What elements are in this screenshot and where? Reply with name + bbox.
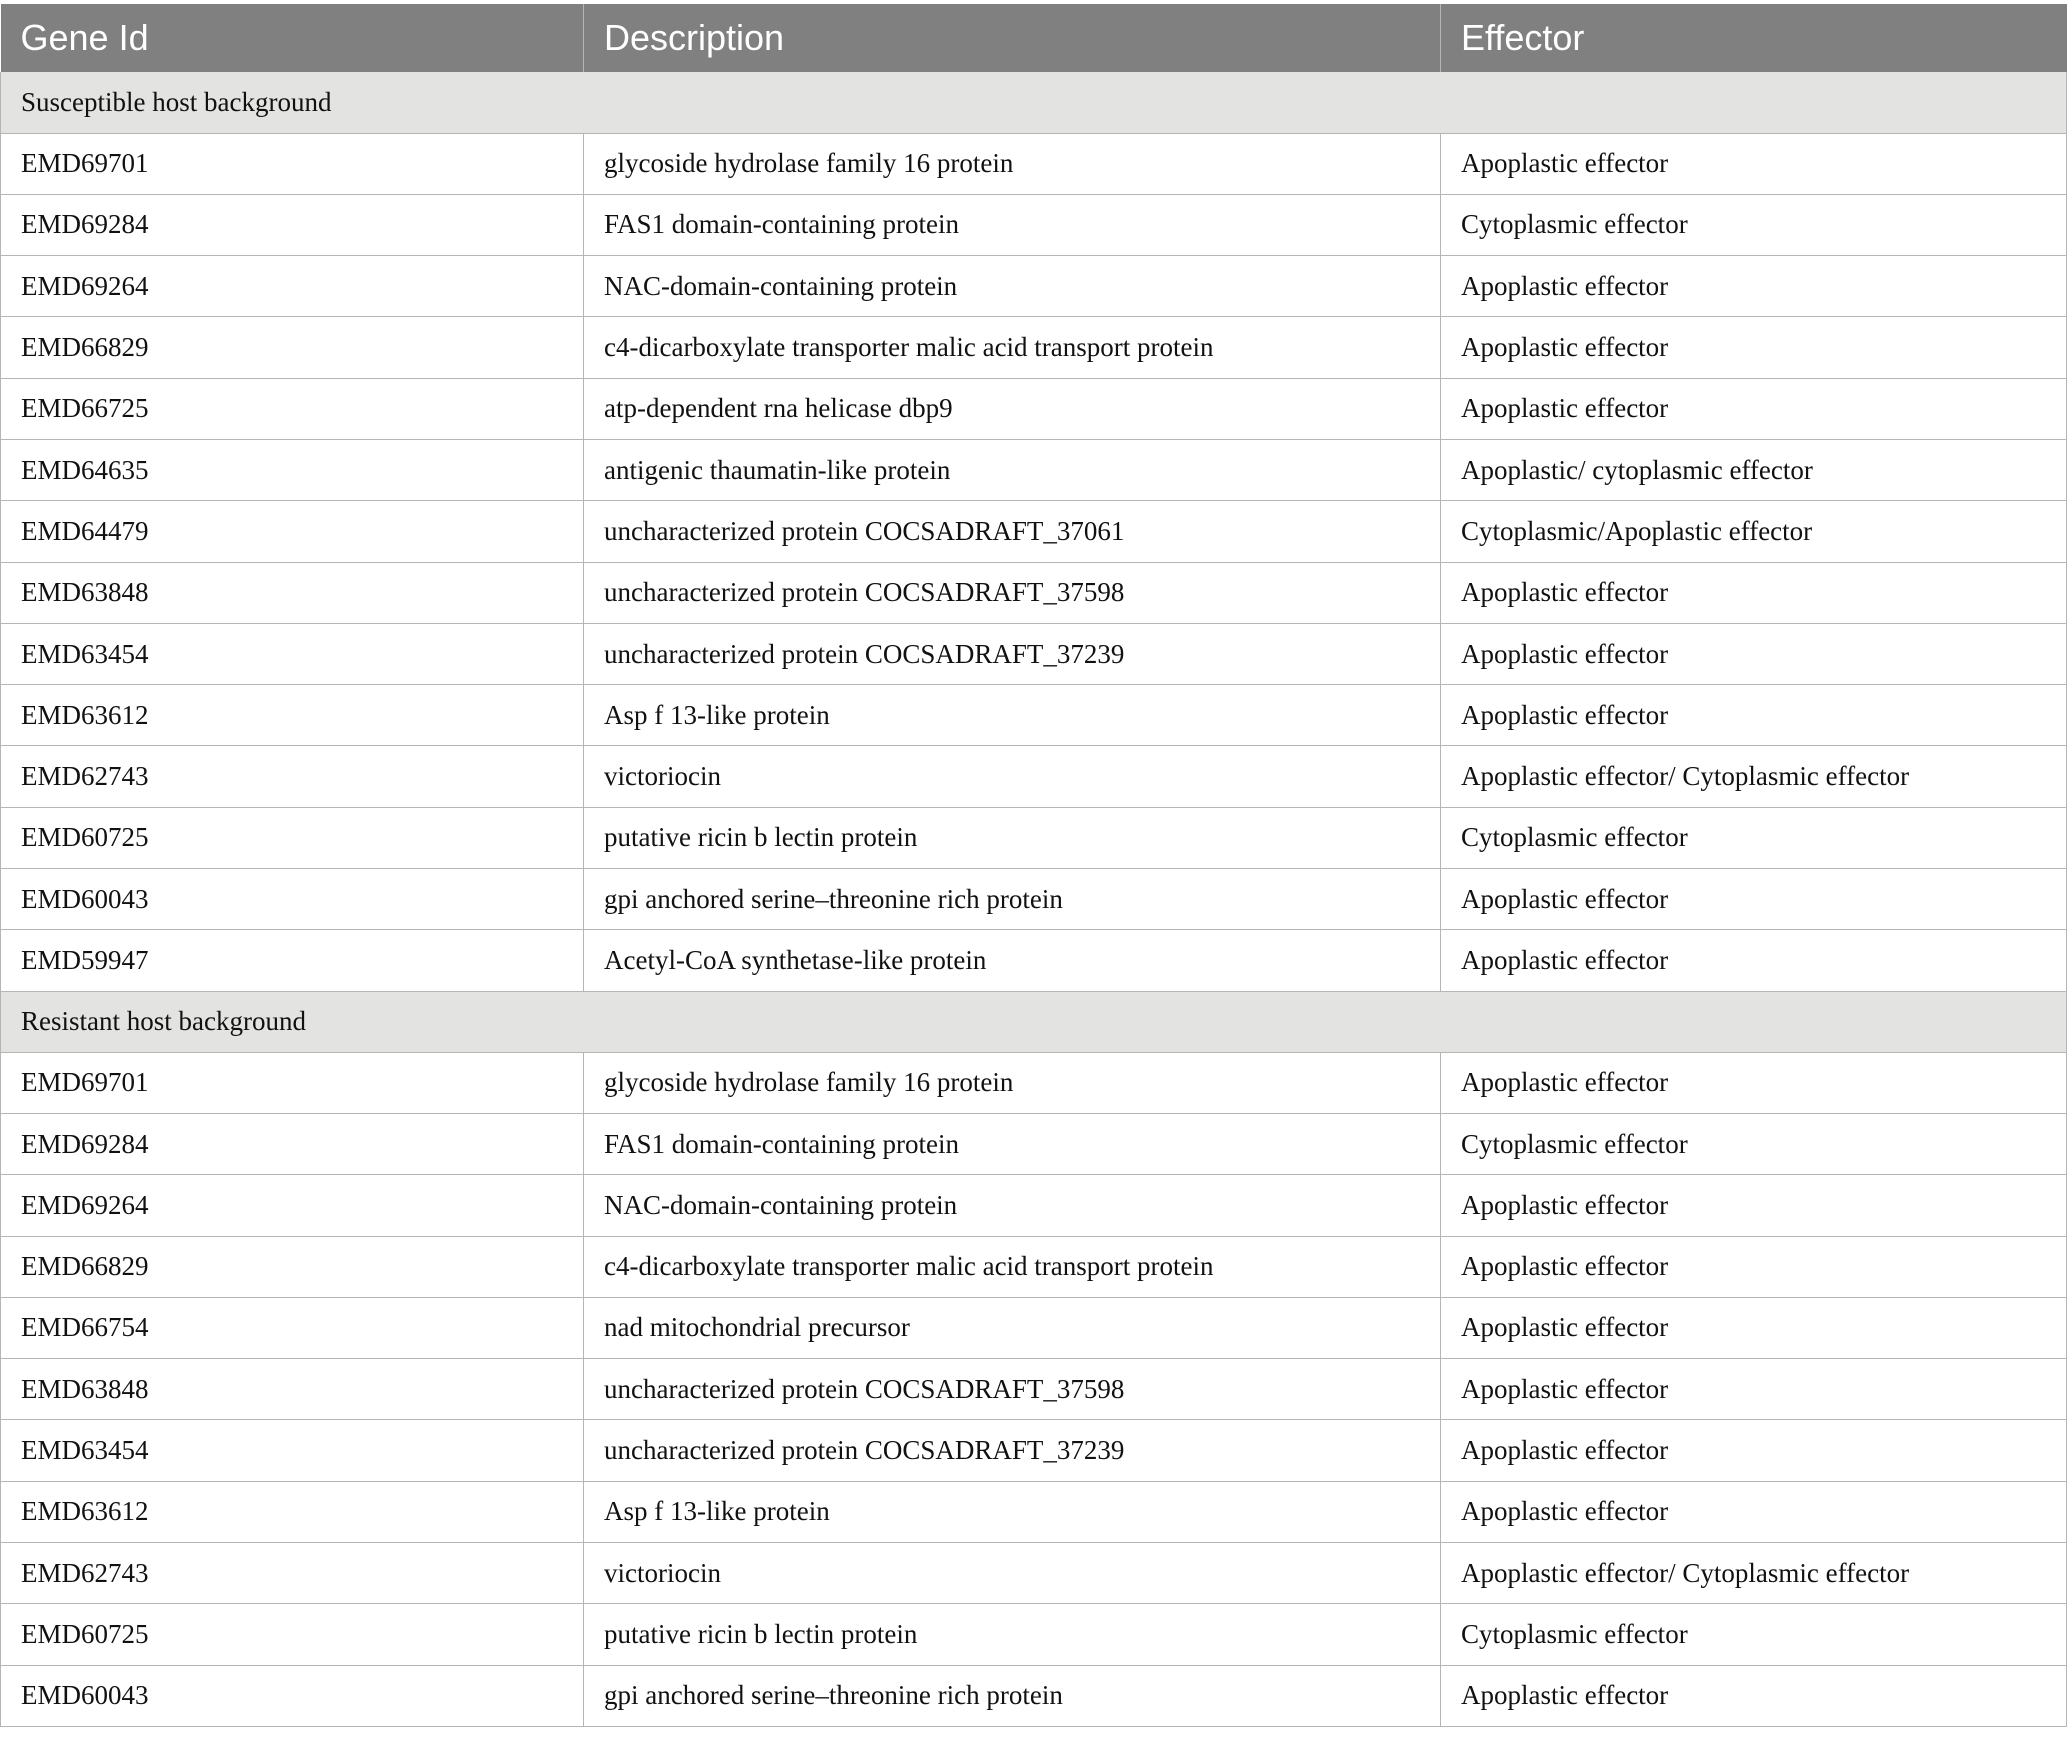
effector-cell: Apoplastic effector <box>1441 1359 2067 1420</box>
table-row <box>1 1665 2067 1726</box>
effector-cell: Apoplastic effector <box>1441 378 2067 439</box>
effector-cell: Cytoplasmic effector <box>1441 807 2067 868</box>
gene-id-cell: EMD63454 <box>1 1420 584 1481</box>
header-description: Description <box>584 4 1441 72</box>
gene-id-cell: EMD63612 <box>1 1481 584 1542</box>
gene-id-cell: EMD62743 <box>1 746 584 807</box>
effector-cell: Cytoplasmic effector <box>1441 1113 2067 1174</box>
table-row <box>1 1113 2067 1174</box>
table-row <box>1 562 2067 623</box>
description-cell: uncharacterized protein COCSADRAFT_37598 <box>584 562 1441 623</box>
description-cell: nad mitochondrial precursor <box>584 1297 1441 1358</box>
description-cell: c4-dicarboxylate transporter malic acid transport protein <box>584 1236 1441 1297</box>
table-row <box>1 378 2067 439</box>
table-row <box>1 133 2067 194</box>
gene-id-cell: EMD69701 <box>1 1052 584 1113</box>
table-row <box>1 623 2067 684</box>
effector-cell: Apoplastic effector <box>1441 685 2067 746</box>
table-row <box>1 1052 2067 1113</box>
description-cell: victoriocin <box>584 1543 1441 1604</box>
gene-id-cell: EMD60043 <box>1 1665 584 1726</box>
effector-cell: Apoplastic effector <box>1441 1665 2067 1726</box>
effector-cell: Cytoplasmic effector <box>1441 194 2067 255</box>
table-row <box>1 930 2067 991</box>
description-cell: gpi anchored serine–threonine rich protein <box>584 1665 1441 1726</box>
description-cell: victoriocin <box>584 746 1441 807</box>
description-cell: uncharacterized protein COCSADRAFT_37061 <box>584 501 1441 562</box>
effector-cell: Apoplastic effector <box>1441 317 2067 378</box>
gene-id-cell: EMD69264 <box>1 1175 584 1236</box>
effector-cell: Apoplastic effector <box>1441 1297 2067 1358</box>
gene-id-cell: EMD69701 <box>1 133 584 194</box>
description-cell: glycoside hydrolase family 16 protein <box>584 1052 1441 1113</box>
gene-id-cell: EMD66829 <box>1 1236 584 1297</box>
effector-cell: Apoplastic effector/ Cytoplasmic effector <box>1441 746 2067 807</box>
table-body <box>1 72 2067 1726</box>
description-cell: FAS1 domain-containing protein <box>584 194 1441 255</box>
effector-cell: Apoplastic effector/ Cytoplasmic effector <box>1441 1543 2067 1604</box>
description-cell: uncharacterized protein COCSADRAFT_37239 <box>584 1420 1441 1481</box>
effector-cell: Apoplastic effector <box>1441 1420 2067 1481</box>
gene-id-cell: EMD64479 <box>1 501 584 562</box>
table-row <box>1 501 2067 562</box>
table-row <box>1 869 2067 930</box>
table-row <box>1 807 2067 868</box>
table-row <box>1 1297 2067 1358</box>
gene-id-cell: EMD63848 <box>1 562 584 623</box>
section-row <box>1 72 2067 133</box>
section-title: Resistant host background <box>1 991 2067 1052</box>
effector-cell: Apoplastic effector <box>1441 1175 2067 1236</box>
description-cell: Asp f 13-like protein <box>584 685 1441 746</box>
description-cell: Acetyl-CoA synthetase-like protein <box>584 930 1441 991</box>
description-cell: NAC-domain-containing protein <box>584 256 1441 317</box>
gene-id-cell: EMD59947 <box>1 930 584 991</box>
header-gene-id: Gene Id <box>1 4 584 72</box>
gene-id-cell: EMD64635 <box>1 439 584 500</box>
effector-table <box>0 4 2067 1727</box>
description-cell: Asp f 13-like protein <box>584 1481 1441 1542</box>
effector-cell: Cytoplasmic/Apoplastic effector <box>1441 501 2067 562</box>
gene-id-cell: EMD66725 <box>1 378 584 439</box>
description-cell: uncharacterized protein COCSADRAFT_37598 <box>584 1359 1441 1420</box>
gene-id-cell: EMD69284 <box>1 194 584 255</box>
table-row <box>1 1175 2067 1236</box>
table-row <box>1 256 2067 317</box>
table-row <box>1 1543 2067 1604</box>
gene-id-cell: EMD60725 <box>1 807 584 868</box>
effector-cell: Apoplastic effector <box>1441 623 2067 684</box>
description-cell: putative ricin b lectin protein <box>584 807 1441 868</box>
effector-cell: Apoplastic effector <box>1441 1236 2067 1297</box>
gene-id-cell: EMD63454 <box>1 623 584 684</box>
description-cell: glycoside hydrolase family 16 protein <box>584 133 1441 194</box>
table-row <box>1 1359 2067 1420</box>
header-row <box>1 4 2067 72</box>
table-row <box>1 1420 2067 1481</box>
description-cell: gpi anchored serine–threonine rich protein <box>584 869 1441 930</box>
description-cell: FAS1 domain-containing protein <box>584 1113 1441 1174</box>
table-row <box>1 439 2067 500</box>
table-row <box>1 1236 2067 1297</box>
effector-cell: Apoplastic effector <box>1441 869 2067 930</box>
effector-cell: Cytoplasmic effector <box>1441 1604 2067 1665</box>
description-cell: putative ricin b lectin protein <box>584 1604 1441 1665</box>
section-row <box>1 991 2067 1052</box>
table-row <box>1 1604 2067 1665</box>
gene-id-cell: EMD60725 <box>1 1604 584 1665</box>
gene-id-cell: EMD66754 <box>1 1297 584 1358</box>
gene-id-cell: EMD63612 <box>1 685 584 746</box>
effector-table-container <box>0 4 2066 1727</box>
description-cell: c4-dicarboxylate transporter malic acid transport protein <box>584 317 1441 378</box>
header-effector: Effector <box>1441 4 2067 72</box>
gene-id-cell: EMD69264 <box>1 256 584 317</box>
description-cell: atp-dependent rna helicase dbp9 <box>584 378 1441 439</box>
effector-cell: Apoplastic effector <box>1441 133 2067 194</box>
description-cell: uncharacterized protein COCSADRAFT_37239 <box>584 623 1441 684</box>
description-cell: NAC-domain-containing protein <box>584 1175 1441 1236</box>
description-cell: antigenic thaumatin-like protein <box>584 439 1441 500</box>
table-row <box>1 746 2067 807</box>
gene-id-cell: EMD62743 <box>1 1543 584 1604</box>
table-row <box>1 685 2067 746</box>
effector-cell: Apoplastic effector <box>1441 930 2067 991</box>
gene-id-cell: EMD60043 <box>1 869 584 930</box>
section-title: Susceptible host background <box>1 72 2067 133</box>
effector-cell: Apoplastic effector <box>1441 1481 2067 1542</box>
effector-cell: Apoplastic effector <box>1441 562 2067 623</box>
table-row <box>1 1481 2067 1542</box>
gene-id-cell: EMD69284 <box>1 1113 584 1174</box>
gene-id-cell: EMD63848 <box>1 1359 584 1420</box>
table-row <box>1 194 2067 255</box>
effector-cell: Apoplastic effector <box>1441 256 2067 317</box>
effector-cell: Apoplastic effector <box>1441 1052 2067 1113</box>
table-header <box>1 4 2067 72</box>
effector-cell: Apoplastic/ cytoplasmic effector <box>1441 439 2067 500</box>
gene-id-cell: EMD66829 <box>1 317 584 378</box>
table-row <box>1 317 2067 378</box>
